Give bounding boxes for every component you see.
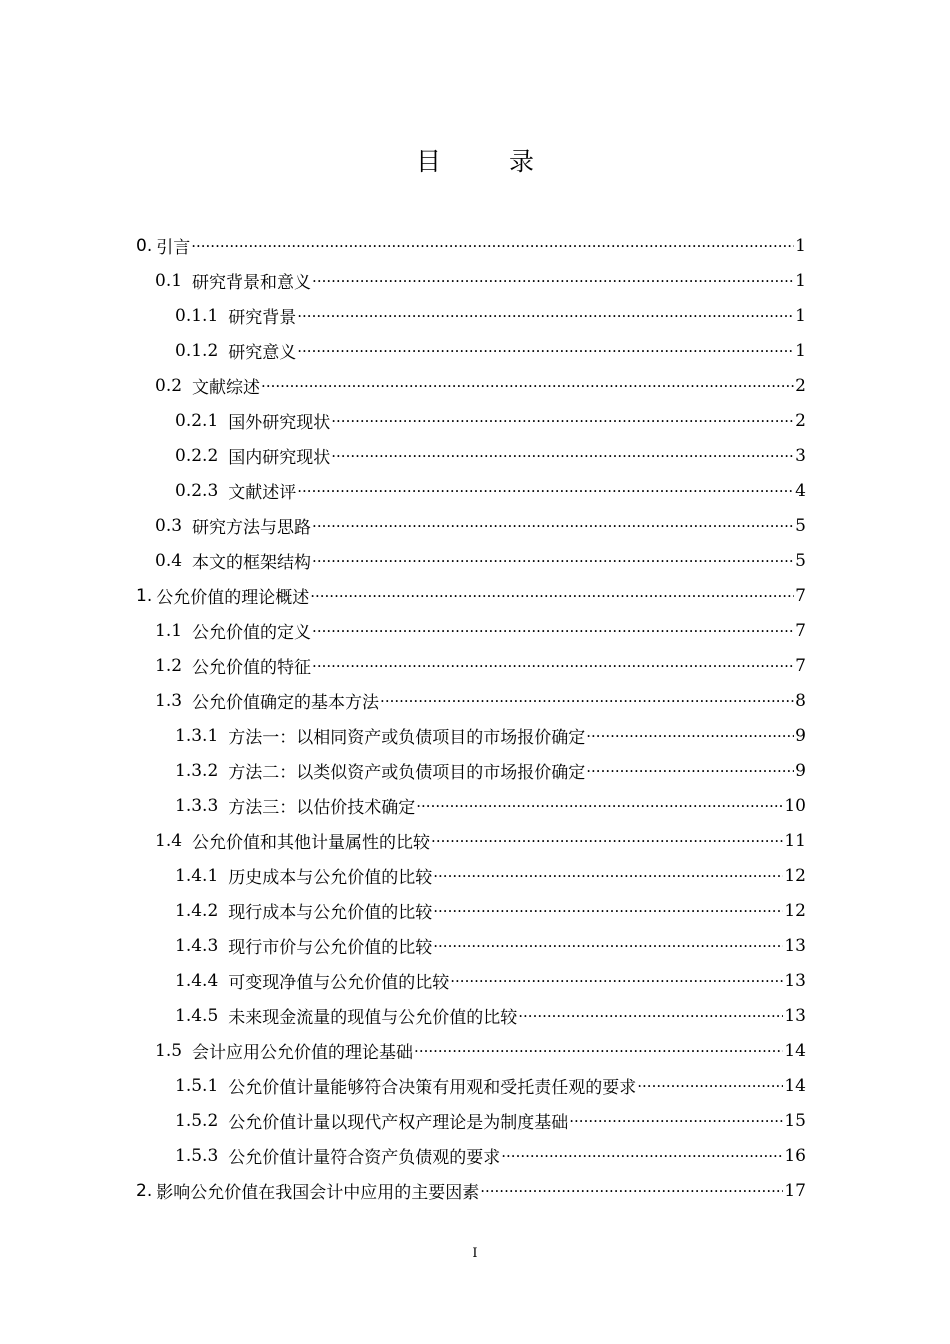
toc-entry-number: 1.3.1 [175, 725, 219, 746]
toc-entry-label: 历史成本与公允价值的比较 [228, 868, 433, 888]
toc-entry-label: 公允价值的定义 [192, 623, 312, 643]
toc-entry-page: 10 [784, 795, 806, 816]
toc-entry[interactable] [155, 508, 806, 543]
toc-entry[interactable] [155, 613, 806, 648]
toc-entry[interactable] [175, 1138, 806, 1173]
toc-entry-page: 17 [784, 1180, 806, 1201]
toc-entry-page: 1 [795, 340, 806, 361]
toc-entry-number: 0.2 [155, 375, 183, 396]
dot-leader [518, 1007, 783, 1025]
toc-entry-number: 1.2 [155, 655, 183, 676]
toc-title: 目 录 [416, 147, 564, 176]
toc-entry[interactable] [175, 858, 806, 893]
toc-entry-label: 国外研究现状 [228, 413, 331, 433]
toc-entry-number: 1.5.3 [175, 1145, 219, 1166]
dot-leader [501, 1147, 783, 1165]
dot-leader [312, 517, 794, 535]
toc-entry[interactable] [136, 578, 806, 613]
toc-entry-number: 1.4.2 [175, 900, 219, 921]
toc-entry-number: 1.5.2 [175, 1110, 219, 1131]
toc-entry[interactable] [175, 928, 806, 963]
toc-entry-label: 研究意义 [228, 343, 297, 363]
toc-entry-label: 现行成本与公允价值的比较 [228, 903, 433, 923]
toc-entry[interactable] [155, 263, 806, 298]
toc-entry[interactable] [175, 1103, 806, 1138]
toc-entry-page: 12 [784, 900, 806, 921]
toc-entry-page: 7 [795, 585, 806, 606]
toc-entry-label: 公允价值的理论概述 [156, 588, 310, 608]
toc-entry[interactable] [136, 1173, 806, 1208]
toc-entry-page: 8 [795, 690, 806, 711]
toc-entry-label: 方法三：以估价技术确定 [228, 798, 416, 818]
toc-entry-number: 1.4 [155, 830, 183, 851]
dot-leader [480, 1182, 783, 1200]
toc-entry-label: 公允价值计量符合资产负债观的要求 [228, 1148, 501, 1168]
toc-entry[interactable] [155, 648, 806, 683]
dot-leader [433, 937, 783, 955]
toc-entry-page: 13 [784, 970, 806, 991]
dot-leader [431, 832, 783, 850]
toc-entry-page: 14 [784, 1075, 806, 1096]
toc-entry-label: 未来现金流量的现值与公允价值的比较 [228, 1008, 518, 1028]
toc-entry-number: 1.5.1 [175, 1075, 219, 1096]
dot-leader [297, 307, 794, 325]
toc-entry-label: 影响公允价值在我国会计中应用的主要因素 [156, 1183, 480, 1203]
dot-leader [312, 272, 794, 290]
toc-entry-number: 1.5 [155, 1040, 183, 1061]
toc-entry-page: 14 [784, 1040, 806, 1061]
toc-entry-page: 1 [795, 305, 806, 326]
toc-entry-page: 12 [784, 865, 806, 886]
dot-leader [297, 342, 794, 360]
dot-leader [433, 867, 783, 885]
toc-entry-number: 1.3.2 [175, 760, 219, 781]
toc-entry-page: 3 [795, 445, 806, 466]
toc-entry-number: 1.4.3 [175, 935, 219, 956]
dot-leader [380, 692, 794, 710]
toc-entry[interactable] [155, 1033, 806, 1068]
dot-leader [312, 552, 794, 570]
toc-entry[interactable] [175, 473, 806, 508]
dot-leader [312, 657, 794, 675]
toc-entry-label: 公允价值和其他计量属性的比较 [192, 833, 431, 853]
toc-entry-label: 现行市价与公允价值的比较 [228, 938, 433, 958]
toc-entry-page: 11 [784, 830, 806, 851]
toc-entry-page: 9 [795, 760, 806, 781]
toc-entry[interactable] [175, 1068, 806, 1103]
dot-leader [586, 727, 794, 745]
dot-leader [331, 447, 794, 465]
toc-entry-page: 5 [795, 515, 806, 536]
toc-entry-page: 15 [784, 1110, 806, 1131]
dot-leader [450, 972, 783, 990]
dot-leader [414, 1042, 783, 1060]
toc-entry-page: 2 [795, 410, 806, 431]
toc-entry-page: 1 [795, 235, 806, 256]
toc-entry-page: 16 [784, 1145, 806, 1166]
toc-entry-number: 0.1 [155, 270, 183, 291]
toc-entry[interactable] [175, 788, 806, 823]
toc-entry-label: 公允价值计量以现代产权产理论是为制度基础 [228, 1113, 569, 1133]
toc-entry-number: 0.2.2 [175, 445, 219, 466]
toc-entry[interactable] [175, 438, 806, 473]
toc-entry-label: 研究方法与思路 [192, 518, 312, 538]
toc-entry-number: 0.1.2 [175, 340, 219, 361]
toc-entry-number: 1.4.4 [175, 970, 219, 991]
toc-entry-label: 公允价值的特征 [192, 658, 312, 678]
toc-entry-label: 方法二：以类似资产或负债项目的市场报价确定 [228, 763, 586, 783]
toc-entry-number: 0.4 [155, 550, 183, 571]
toc-entry-label: 研究背景 [228, 308, 297, 328]
toc-entry-number: 0.2.3 [175, 480, 219, 501]
toc-entry-page: 2 [795, 375, 806, 396]
toc-entry-number: 1. [136, 585, 153, 606]
toc-entry-label: 研究背景和意义 [192, 273, 312, 293]
dot-leader [297, 482, 794, 500]
toc-entry-number: 1.3.3 [175, 795, 219, 816]
toc-entry[interactable] [155, 683, 806, 718]
dot-leader [310, 587, 794, 605]
toc-entry-number: 2. [136, 1180, 153, 1201]
toc-entry[interactable] [155, 368, 806, 403]
toc-entry[interactable] [175, 333, 806, 368]
toc-entry-page: 1 [795, 270, 806, 291]
toc-entry[interactable] [175, 403, 806, 438]
dot-leader [416, 797, 783, 815]
toc-entry-page: 5 [795, 550, 806, 571]
toc-entry[interactable] [155, 823, 806, 858]
toc-entry-label: 文献综述 [192, 378, 261, 398]
toc-entry-page: 4 [795, 480, 806, 501]
toc-entry[interactable] [175, 718, 806, 753]
toc-entry[interactable] [175, 298, 806, 333]
toc-entry-label: 方法一：以相同资产或负债项目的市场报价确定 [228, 728, 586, 748]
toc-entry-label: 会计应用公允价值的理论基础 [192, 1043, 414, 1063]
toc-entry-page: 13 [784, 935, 806, 956]
toc-entry[interactable] [175, 893, 806, 928]
toc-entry-label: 可变现净值与公允价值的比较 [228, 973, 450, 993]
toc-entry-number: 0. [136, 235, 153, 256]
toc-entry[interactable] [155, 543, 806, 578]
toc-entry-number: 1.4.5 [175, 1005, 219, 1026]
toc-entry-label: 公允价值确定的基本方法 [192, 693, 380, 713]
toc-entry-label: 本文的框架结构 [192, 553, 312, 573]
toc-entry[interactable] [136, 228, 806, 263]
toc-entry-label: 引言 [156, 238, 191, 258]
page-number-footer: I [472, 1246, 478, 1261]
toc-entry-page: 7 [795, 655, 806, 676]
dot-leader [586, 762, 794, 780]
dot-leader [261, 377, 794, 395]
toc-entry-number: 1.4.1 [175, 865, 219, 886]
toc-entry-number: 0.1.1 [175, 305, 219, 326]
dot-leader [569, 1112, 783, 1130]
toc-entry-page: 7 [795, 620, 806, 641]
toc-entry-number: 1.1 [155, 620, 183, 641]
toc-entry-label: 国内研究现状 [228, 448, 331, 468]
toc-entry-number: 0.3 [155, 515, 183, 536]
toc-entry-number: 1.3 [155, 690, 183, 711]
dot-leader [191, 237, 794, 255]
toc-entry-page: 9 [795, 725, 806, 746]
toc-entry[interactable] [175, 963, 806, 998]
toc-entry-page: 13 [784, 1005, 806, 1026]
dot-leader [331, 412, 794, 430]
toc-entry-label: 公允价值计量能够符合决策有用观和受托责任观的要求 [228, 1078, 637, 1098]
dot-leader [433, 902, 783, 920]
dot-leader [312, 622, 794, 640]
toc-entry[interactable] [175, 753, 806, 788]
dot-leader [637, 1077, 783, 1095]
toc-entry[interactable] [175, 998, 806, 1033]
toc-entry-label: 文献述评 [228, 483, 297, 503]
toc-entry-number: 0.2.1 [175, 410, 219, 431]
